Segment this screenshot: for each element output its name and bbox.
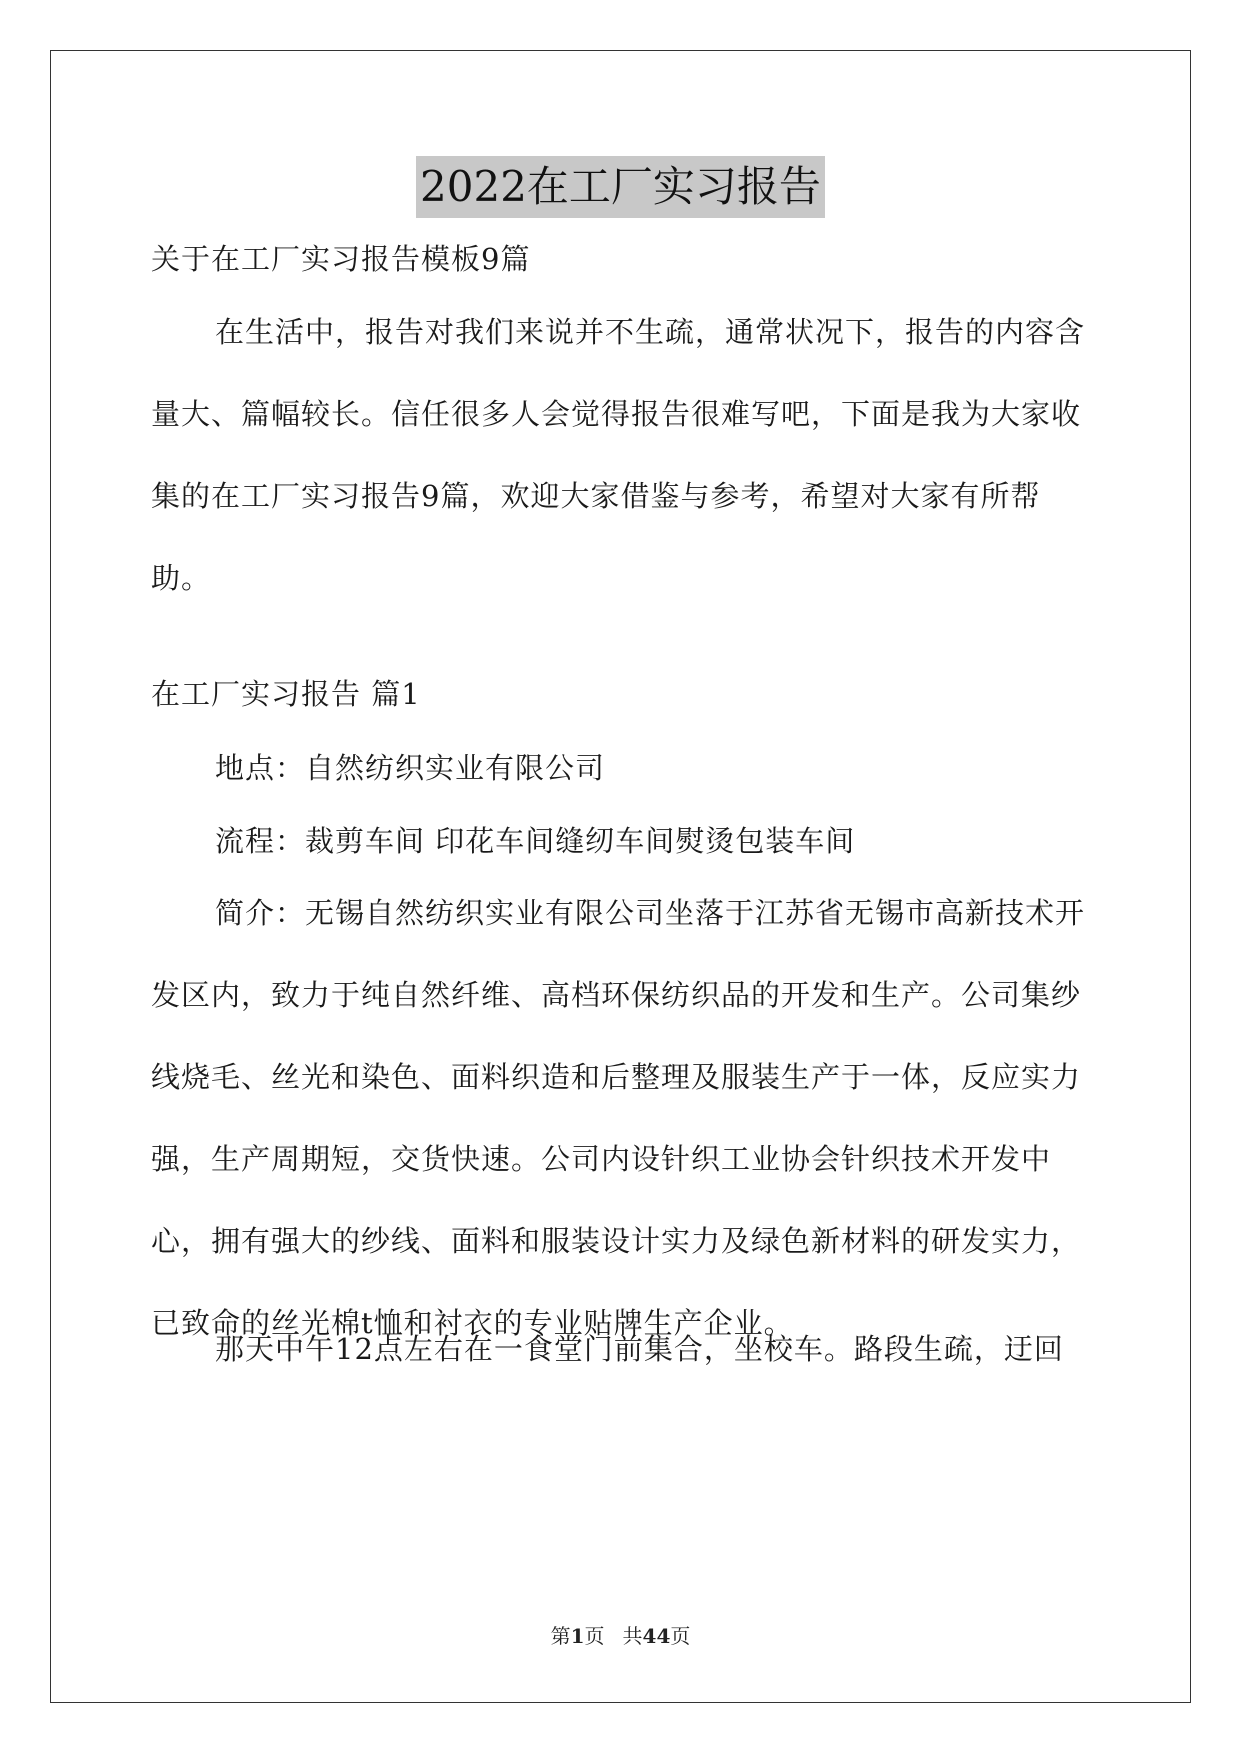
total-pages: 44	[642, 1624, 671, 1648]
description-paragraph: 简介：无锡自然纺织实业有限公司坐落于江苏省无锡市高新技术开发区内，致力于纯自然纤维、高档环保纺织品的开发和生产。公司集纱线烧毛、丝光和染色、面料织造和后整理及服装生产于一体，反应实力强，生产周期短，交货快速。公司内设针织工业协会针织技术开发中心，拥有强大的纱线、面料和服装设计实力及绿色新材料的研发实力，已致命的丝光棉t恤和衬衣的专业贴牌生产企业。	[151, 896, 1086, 1340]
total-prefix: 共	[622, 1624, 643, 1648]
total-suffix: 页	[670, 1624, 691, 1648]
narrative-paragraph: 那天中午12点左右在一食堂门前集合，坐校车。路段生疏，迂回	[215, 1332, 1064, 1366]
page-number: 1	[570, 1624, 585, 1648]
page-suffix: 页	[584, 1624, 605, 1648]
location-line: 地点：自然纺织实业有限公司	[215, 751, 606, 785]
title-container	[0, 156, 1241, 218]
page-footer	[0, 1620, 1241, 1649]
document-subtitle: 关于在工厂实习报告模板9篇	[151, 242, 531, 276]
document-title: 2022在工厂实习报告	[416, 156, 825, 218]
intro-paragraph: 在生活中，报告对我们来说并不生疏，通常状况下，报告的内容含量大、篇幅较长。信任很多人会觉得报告很难写吧，下面是我为大家收集的在工厂实习报告9篇，欢迎大家借鉴与参考，希望对大家有所帮助。	[151, 315, 1086, 595]
section-heading: 在工厂实习报告 篇1	[151, 677, 421, 711]
page-prefix: 第	[550, 1624, 571, 1648]
process-line: 流程：裁剪车间 印花车间缝纫车间熨烫包装车间	[215, 824, 856, 858]
